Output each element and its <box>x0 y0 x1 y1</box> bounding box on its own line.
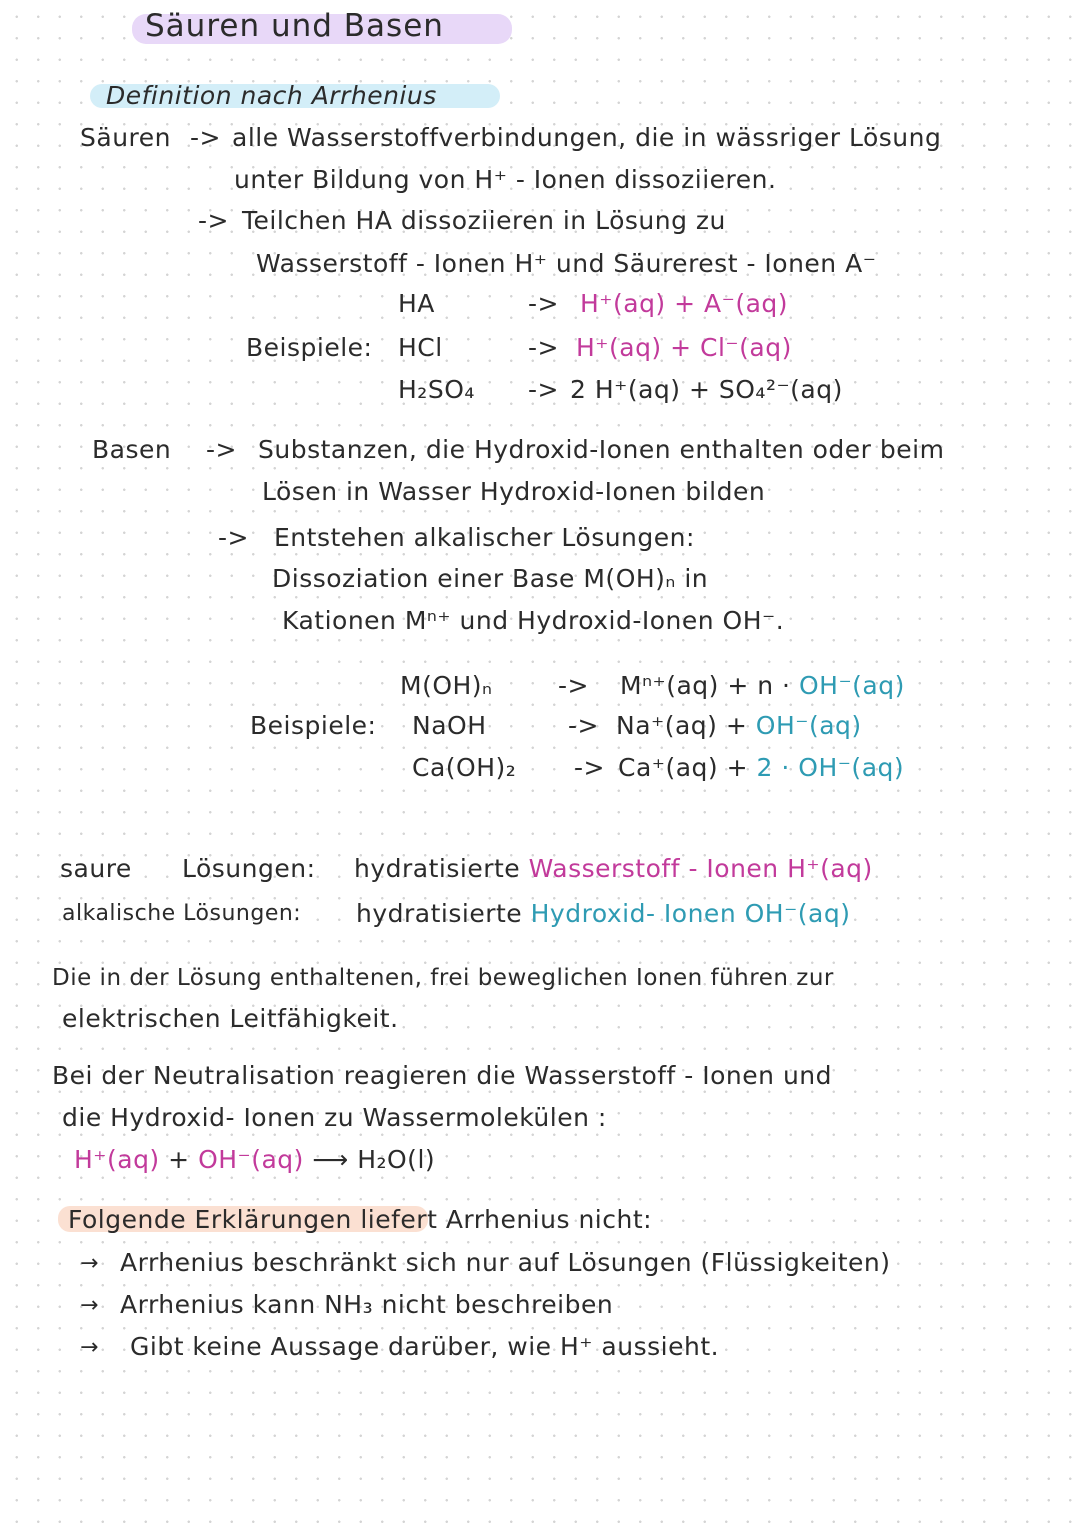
acids-definition-line2: unter Bildung von H⁺ - Ionen dissoziieren. <box>234 165 777 194</box>
acid-solutions-hydr: hydratisierte <box>354 854 521 883</box>
acid-eq1-right-text: H⁺(aq) + Cl⁻(aq) <box>576 333 792 362</box>
acids-label: Säuren <box>80 123 171 152</box>
conductivity-line1: Die in der Lösung enthaltenen, frei beweglichen Ionen führen zur <box>52 965 834 991</box>
acid-eq-general-right <box>580 288 788 320</box>
limitations-heading: Folgende Erklärungen liefert Arrhenius nicht: <box>68 1205 653 1234</box>
acid-eq2-right: 2 H⁺(aq) + SO₄²⁻(aq) <box>570 375 843 404</box>
acid-eq1-right <box>576 332 792 364</box>
acids-arrow-2: -> <box>198 206 229 235</box>
bases-definition-line1: Substanzen, die Hydroxid-Ionen enthalten oder beim <box>258 435 945 464</box>
acids-arrow: -> <box>190 123 221 152</box>
bases-definition-line2: Lösen in Wasser Hydroxid-Ionen bilden <box>262 477 766 506</box>
base-eq1-arrow: -> <box>568 711 599 740</box>
base-eq2-right <box>618 752 904 784</box>
definition-heading: Definition nach Arrhenius <box>106 81 437 110</box>
bullet-arrow-icon: → <box>80 1335 99 1360</box>
base-eq2-right-a: Ca⁺(aq) + <box>618 753 749 782</box>
base-eq-general-left: M(OH)ₙ <box>400 671 493 700</box>
neutralisation-equation <box>74 1144 435 1176</box>
conductivity-line2: elektrischen Leitfähigkeit. <box>62 1004 399 1033</box>
base-eq-general-right <box>620 670 905 702</box>
base-eq-general-arrow: -> <box>558 671 589 700</box>
base-eq2-left: Ca(OH)₂ <box>412 753 517 782</box>
bases-definition-line3: Entstehen alkalischer Lösungen: <box>274 523 695 552</box>
acid-eq-general-right-text: H⁺(aq) + A⁻(aq) <box>580 289 789 318</box>
alkaline-solutions-ions: Hydroxid- Ionen OH⁻(aq) <box>530 899 851 928</box>
base-eq1-right-a: Na⁺(aq) + <box>616 711 748 740</box>
limitation-item: Arrhenius beschränkt sich nur auf Lösungen (Flüssigkeiten) <box>120 1248 891 1277</box>
neutralisation-line1: Bei der Neutralisation reagieren die Wasserstoff - Ionen und <box>52 1061 832 1090</box>
acids-definition-line3: Teilchen HA dissoziieren in Lösung zu <box>242 206 726 235</box>
acid-eq-general-arrow: -> <box>528 289 559 318</box>
bases-label: Basen <box>92 435 172 464</box>
neutralisation-eq-plus: + <box>168 1145 190 1174</box>
acids-definition-line4: Wasserstoff - Ionen H⁺ und Säurerest - Ionen A⁻ <box>256 249 877 278</box>
acid-solutions-label-2: Lösungen: <box>182 854 316 883</box>
base-eq2-right-b: 2 · OH⁻(aq) <box>756 753 905 782</box>
acid-eq1-arrow: -> <box>528 333 559 362</box>
alkaline-solutions-text <box>356 898 850 930</box>
bases-examples-label: Beispiele: <box>250 711 377 740</box>
base-eq1-right <box>616 710 862 742</box>
acid-solutions-ions: Wasserstoff - Ionen H⁺(aq) <box>528 854 873 883</box>
acid-solutions-text <box>354 853 873 885</box>
base-eq1-right-b: OH⁻(aq) <box>755 711 862 740</box>
bases-definition-line5: Kationen Mⁿ⁺ und Hydroxid-Ionen OH⁻. <box>282 606 785 635</box>
bases-arrow: -> <box>206 435 237 464</box>
bases-definition-line4: Dissoziation einer Base M(OH)ₙ in <box>272 564 709 593</box>
limitation-item: Arrhenius kann NH₃ nicht beschreiben <box>120 1290 614 1319</box>
base-eq-general-right-b: OH⁻(aq) <box>798 671 905 700</box>
page-title: Säuren und Basen <box>145 8 444 44</box>
acids-examples-label: Beispiele: <box>246 333 373 362</box>
neutralisation-line2: die Hydroxid- Ionen zu Wassermolekülen : <box>62 1103 607 1132</box>
acids-definition-line1: alle Wasserstoffverbindungen, die in wässriger Lösung <box>232 123 942 152</box>
neutralisation-eq-arrow: ⟶ <box>312 1145 349 1174</box>
acid-eq2-left: H₂SO₄ <box>398 375 475 404</box>
limitation-item: Gibt keine Aussage darüber, wie H⁺ aussieht. <box>130 1332 720 1361</box>
acid-solutions-label: saure <box>60 854 132 883</box>
base-eq2-arrow: -> <box>574 753 605 782</box>
acid-eq1-left: HCl <box>398 333 443 362</box>
neutralisation-eq-h: H⁺(aq) <box>74 1145 160 1174</box>
base-eq1-left: NaOH <box>412 711 487 740</box>
acid-eq2-arrow: -> <box>528 375 559 404</box>
acid-eq-general-left: HA <box>398 289 435 318</box>
neutralisation-eq-oh: OH⁻(aq) <box>198 1145 304 1174</box>
alkaline-solutions-hydr: hydratisierte <box>356 899 523 928</box>
bullet-arrow-icon: → <box>80 1251 99 1276</box>
alkaline-solutions-label: alkalische Lösungen: <box>62 901 302 926</box>
base-eq-general-right-a: Mⁿ⁺(aq) + n · <box>620 671 791 700</box>
neutralisation-eq-water: H₂O(l) <box>357 1145 436 1174</box>
bases-arrow-2: -> <box>218 523 249 552</box>
bullet-arrow-icon: → <box>80 1293 99 1318</box>
